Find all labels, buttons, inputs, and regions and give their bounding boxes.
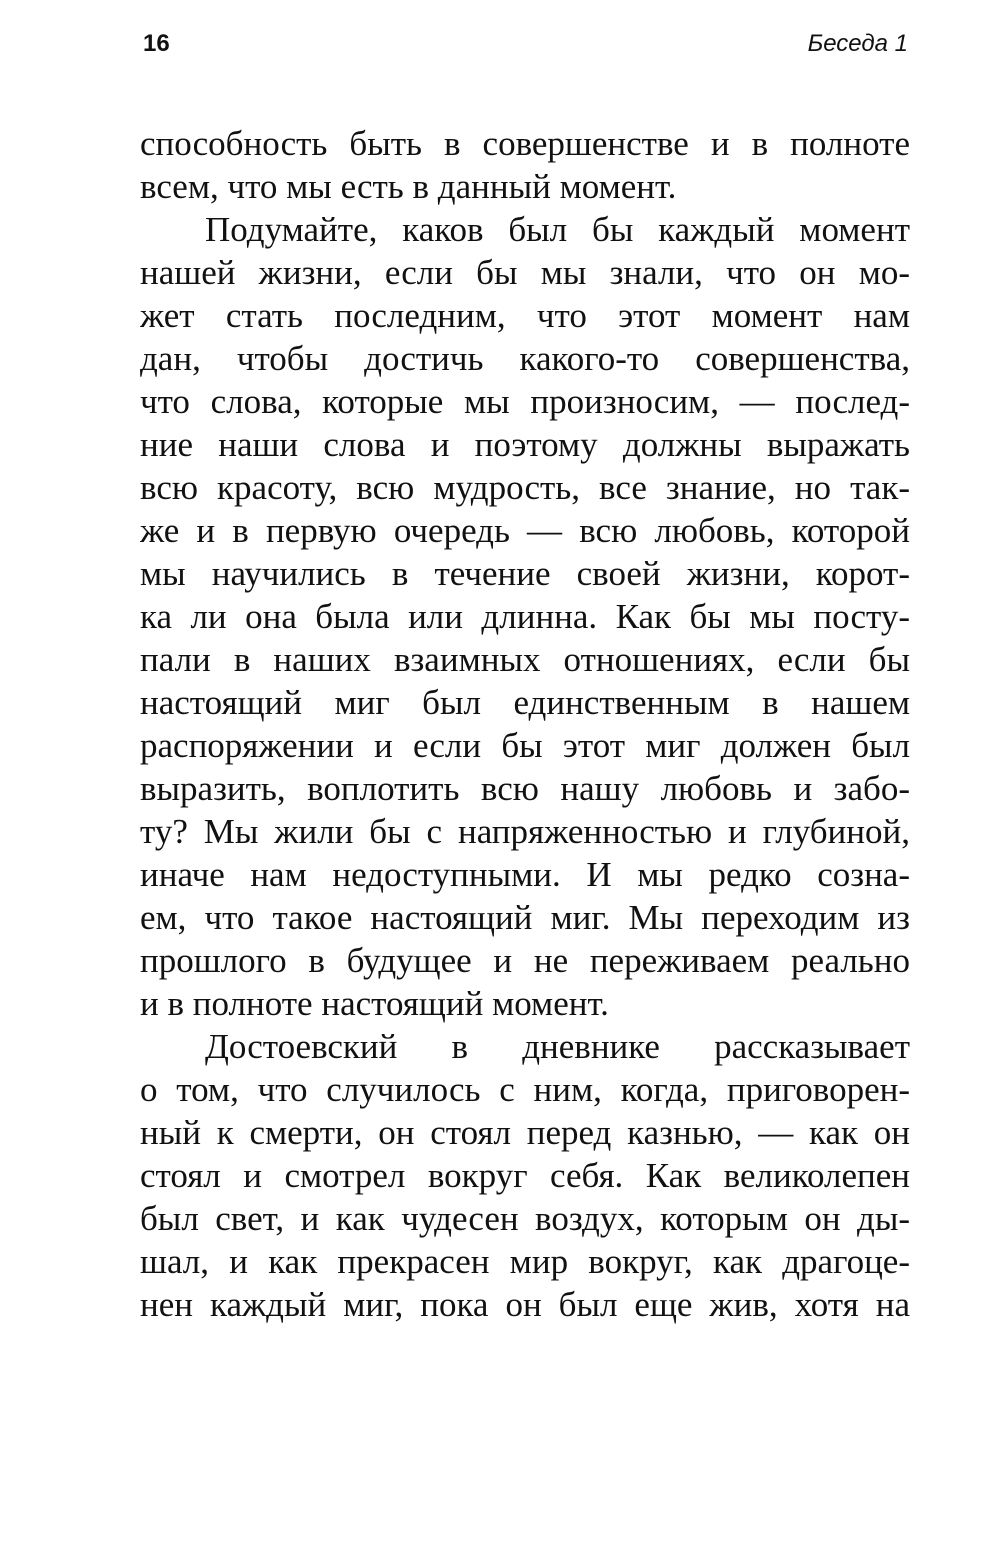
text-line: ка ли она была или длинна. Как бы мы посту- bbox=[140, 597, 910, 636]
text-line: Подумайте, каков был бы каждый момент bbox=[205, 210, 910, 249]
text-line: Достоевский в дневнике рассказывает bbox=[205, 1027, 910, 1066]
text-line: дан, чтобы достичь какого-то совершенства, bbox=[140, 339, 910, 378]
text-line: настоящий миг был единственным в нашем bbox=[140, 683, 910, 722]
text-line: всем, что мы есть в данный момент. bbox=[140, 167, 677, 206]
text-line: жет стать последним, что этот момент нам bbox=[140, 296, 910, 335]
text-line: стоял и смотрел вокруг себя. Как великолепен bbox=[140, 1156, 910, 1195]
text-line: ный к смерти, он стоял перед казнью, — как он bbox=[140, 1113, 910, 1152]
text-line: нашей жизни, если бы мы знали, что он мо- bbox=[140, 253, 910, 292]
text-line: пали в наших взаимных отношениях, если бы bbox=[140, 640, 910, 679]
text-line: иначе нам недоступными. И мы редко созна- bbox=[140, 855, 910, 894]
page-number: 16 bbox=[143, 30, 170, 57]
text-line: всю красоту, всю мудрость, все знание, но так- bbox=[140, 468, 910, 507]
text-line: способность быть в совершенстве и в полноте bbox=[140, 124, 910, 163]
text-line: выразить, воплотить всю нашу любовь и забо- bbox=[140, 769, 910, 808]
text-line: же и в первую очередь — всю любовь, которой bbox=[140, 511, 910, 550]
text-line: был свет, и как чудесен воздух, которым он ды- bbox=[140, 1199, 910, 1238]
text-line: ем, что такое настоящий миг. Мы переходим из bbox=[140, 898, 910, 937]
text-line: нен каждый миг, пока он был еще жив, хотя на bbox=[140, 1285, 910, 1324]
running-head: Беседа 1 bbox=[807, 30, 908, 57]
body-text bbox=[140, 122, 910, 1326]
text-line: ние наши слова и поэтому должны выражать bbox=[140, 425, 910, 464]
text-line: шал, и как прекрасен мир вокруг, как драгоце- bbox=[140, 1242, 910, 1281]
text-line: прошлого в будущее и не переживаем реально bbox=[140, 941, 910, 980]
text-line: о том, что случилось с ним, когда, приговорен- bbox=[140, 1070, 910, 1109]
text-line: мы научились в течение своей жизни, корот- bbox=[140, 554, 910, 593]
text-line: распоряжении и если бы этот миг должен был bbox=[140, 726, 910, 765]
text-line: ту? Мы жили бы с напряженностью и глубиной, bbox=[140, 812, 910, 851]
text-line: и в полноте настоящий момент. bbox=[140, 984, 609, 1023]
text-line: что слова, которые мы произносим, — послед- bbox=[140, 382, 910, 421]
